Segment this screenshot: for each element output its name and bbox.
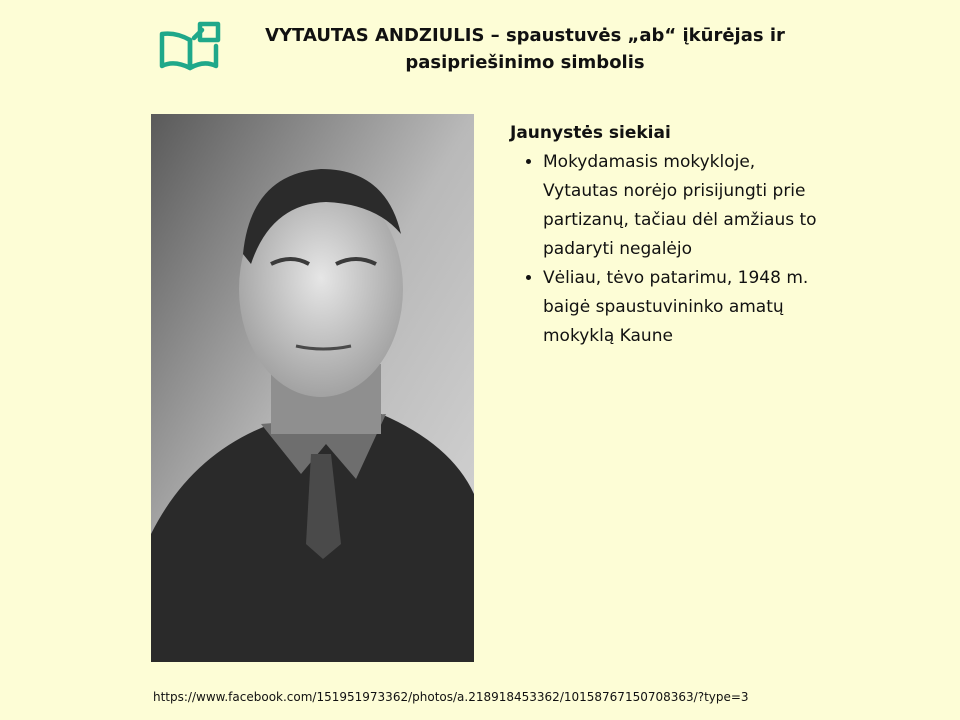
page-title: VYTAUTAS ANDZIULIS – spaustuvės „ab“ įkūrėjas ir pasipriešinimo simbolis: [265, 25, 785, 73]
open-book-icon: [158, 20, 224, 74]
section-heading: Jaunystės siekiai: [510, 123, 671, 143]
portrait-photo: [151, 114, 474, 662]
text-content: [510, 120, 830, 351]
list-item: • Mokydamasis mokykloje, Vytautas norėjo prisijungti prie partizanų, tačiau dėl amžiaus to padaryti negalėjo: [543, 148, 830, 264]
bullet-list: [510, 148, 830, 351]
source-link[interactable]: https://www.facebook.com/151951973362/photos/a.218918453362/10158767150708363/?type=3: [153, 690, 749, 704]
list-item: • Vėliau, tėvo patarimu, 1948 m. baigė spaustuvininko amatų mokyklą Kaune: [543, 264, 830, 351]
